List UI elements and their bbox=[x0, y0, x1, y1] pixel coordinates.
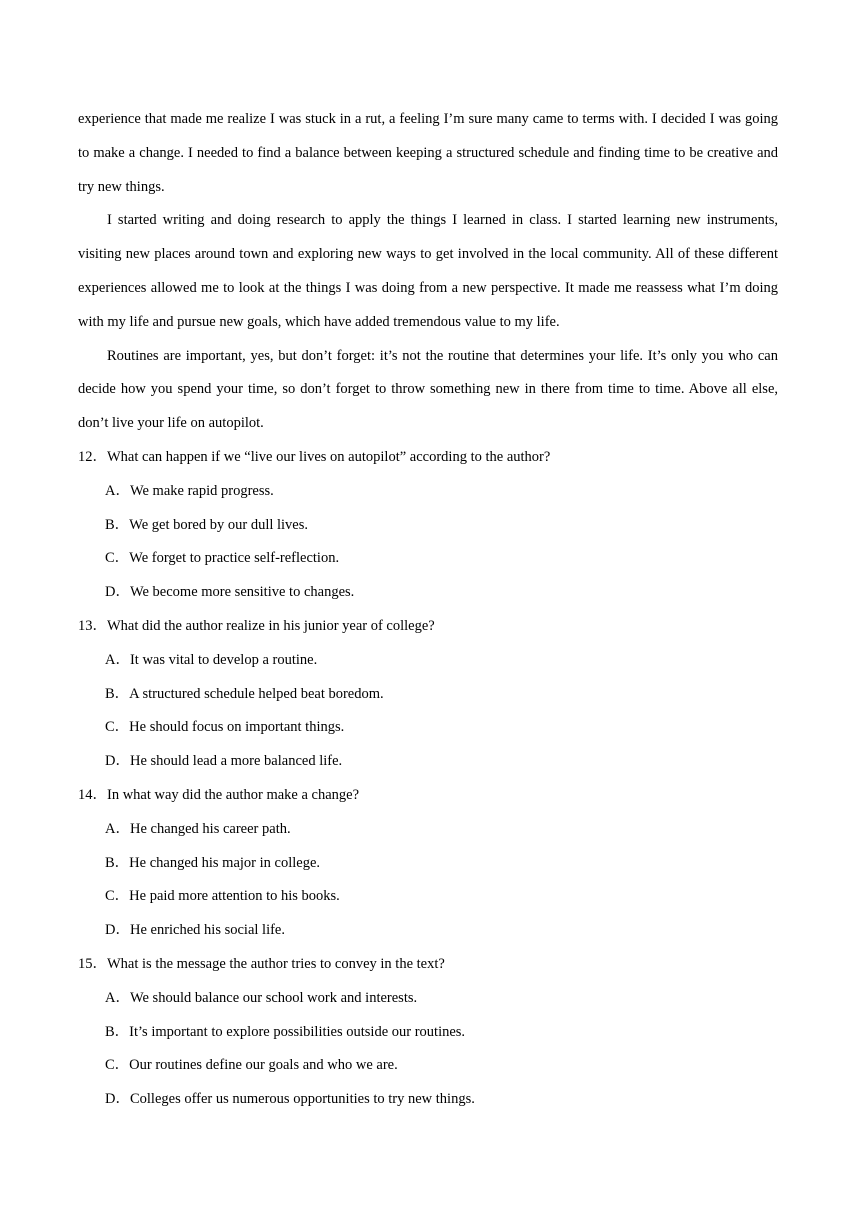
passage-paragraph-3: Routines are important, yes, but don’t forget: it’s not the routine that determines your life. It’s only you who can decide how you spend your time, so don’t forget to throw something new in there from time to time. Above all else, don’t live your life on autopilot. bbox=[78, 347, 778, 432]
option-c: C．He should focus on important things. bbox=[105, 719, 345, 736]
option-b: B．We get bored by our dull lives. bbox=[105, 516, 309, 533]
question-stem: 12．What can happen if we “live our lives on autopilot” according to the author? bbox=[78, 448, 551, 465]
option-d: D．We become more sensitive to changes. bbox=[105, 584, 355, 601]
option-c: C．We forget to practice self-reflection. bbox=[105, 550, 340, 567]
option-b: B．It’s important to explore possibilities outside our routines. bbox=[105, 1023, 466, 1040]
option-d: D．He should lead a more balanced life. bbox=[105, 753, 343, 770]
option-a: A．We make rapid progress. bbox=[105, 482, 274, 499]
passage-paragraph-1: experience that made me realize I was stuck in a rut, a feeling I’m sure many came to terms with. I decided I was going to make a change. I needed to find a balance between keeping a structured schedule and finding time to be creative and try new things. bbox=[78, 111, 778, 195]
option-a: A．It was vital to develop a routine. bbox=[105, 651, 318, 668]
option-b: B．He changed his major in college. bbox=[105, 854, 321, 871]
question-stem: 14．In what way did the author make a change? bbox=[78, 786, 360, 803]
question-stem: 13．What did the author realize in his junior year of college? bbox=[78, 617, 435, 634]
question-15 bbox=[78, 948, 778, 1117]
option-d: D．He enriched his social life. bbox=[105, 922, 285, 939]
option-c: C．Our routines define our goals and who we are. bbox=[105, 1057, 398, 1074]
question-12 bbox=[78, 441, 778, 610]
passage-paragraph-2: I started writing and doing research to apply the things I learned in class. I started learning new instruments, visiting new places around town and exploring new ways to get involved in the local community. All of these different experiences allowed me to look at the things I was doing from a new perspective. It made me reassess what I’m doing with my life and pursue new goals, which have added tremendous value to my life. bbox=[78, 212, 778, 330]
document-page bbox=[78, 103, 778, 1117]
question-stem: 15．What is the message the author tries to convey in the text? bbox=[78, 955, 445, 972]
option-b: B．A structured schedule helped beat boredom. bbox=[105, 685, 384, 702]
question-13 bbox=[78, 610, 778, 779]
option-d: D．Colleges offer us numerous opportunities to try new things. bbox=[105, 1091, 475, 1108]
option-a: A．We should balance our school work and interests. bbox=[105, 989, 418, 1006]
option-c: C．He paid more attention to his books. bbox=[105, 888, 340, 905]
option-a: A．He changed his career path. bbox=[105, 820, 291, 837]
question-14 bbox=[78, 779, 778, 948]
